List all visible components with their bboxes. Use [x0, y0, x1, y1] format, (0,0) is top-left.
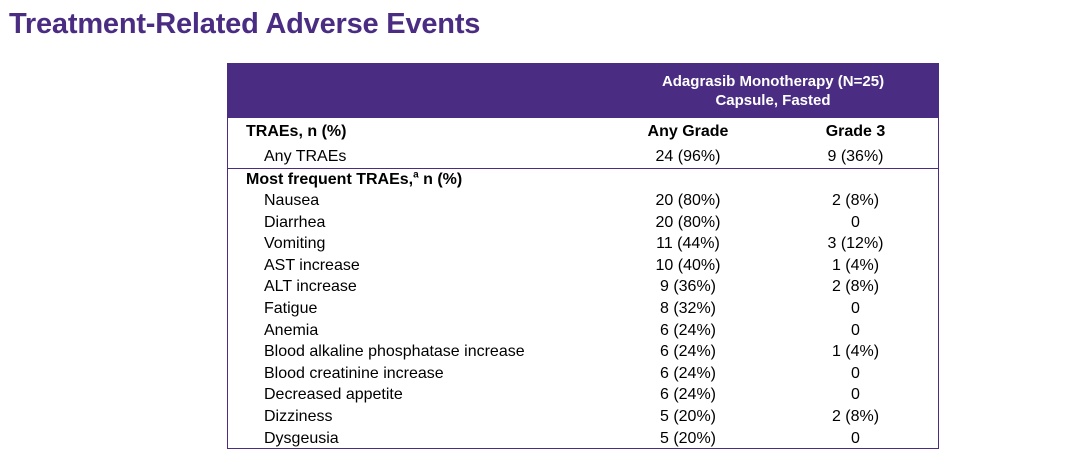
- row-label: Blood alkaline phosphatase increase: [264, 343, 525, 361]
- any-grade-value: 5 (20%): [659, 429, 717, 447]
- row-label: ALT increase: [264, 278, 357, 296]
- any-grade-value: 11 (44%): [656, 235, 720, 253]
- section-heading: [246, 169, 462, 190]
- table-row: [228, 384, 938, 406]
- grade-3-value: 0: [851, 213, 860, 231]
- row-label: Vomiting: [264, 235, 326, 253]
- row-label: Diarrhea: [264, 213, 326, 231]
- row-label: Anemia: [264, 321, 319, 339]
- grade-3-value: 0: [851, 299, 860, 317]
- table-row: [228, 428, 938, 450]
- table-row: [228, 363, 938, 385]
- grade-3-value: 1 (4%): [831, 256, 880, 274]
- grade-3-value: 0: [851, 386, 860, 404]
- column-header-row: [228, 118, 938, 146]
- table-header: [228, 64, 938, 118]
- table-row: [228, 255, 938, 277]
- grade-3-value: 2 (8%): [831, 407, 880, 425]
- any-grade-value: 9 (36%): [659, 278, 717, 296]
- row-label: Dizziness: [264, 407, 333, 425]
- table-row: [228, 276, 938, 298]
- footnote-marker: a: [413, 169, 419, 181]
- row-label: Blood creatinine increase: [264, 364, 444, 382]
- page-title: Treatment-Related Adverse Events: [9, 8, 481, 40]
- grade-3-value: 1 (4%): [831, 343, 880, 361]
- grade-3-value: 3 (12%): [827, 235, 884, 253]
- row-label: Dysgeusia: [264, 429, 339, 447]
- row-label: Nausea: [264, 192, 320, 209]
- section-heading-row: [228, 169, 938, 190]
- table-row: [228, 406, 938, 428]
- header-line-1: Adagrasib Monotherapy (N=25): [661, 73, 885, 90]
- adverse-event-rows: [228, 190, 938, 449]
- row-label: AST increase: [264, 256, 360, 274]
- any-grade-value: 8 (32%): [659, 299, 717, 317]
- grade-3-value: 0: [851, 364, 860, 382]
- grade-3-value: 0: [851, 429, 860, 447]
- any-grade-value: 6 (24%): [659, 343, 717, 361]
- table-row: [228, 190, 938, 212]
- traes-column-label: TRAEs, n (%): [246, 123, 347, 140]
- section-heading-suffix: n (%): [418, 171, 463, 188]
- row-label: Any TRAEs: [264, 148, 347, 165]
- table-row: [228, 298, 938, 320]
- grade-3-value: 2 (8%): [831, 192, 880, 209]
- grade-3-value: 2 (8%): [831, 278, 880, 296]
- any-grade-value: 24 (96%): [655, 148, 721, 165]
- any-grade-value: 20 (80%): [655, 192, 721, 209]
- grade-3-column-header: Grade 3: [825, 123, 886, 140]
- adverse-events-table: [227, 63, 939, 449]
- treatment-arm-header: [598, 72, 948, 110]
- any-grade-column-header: Any Grade: [647, 123, 729, 140]
- table-row: [228, 341, 938, 363]
- any-grade-value: 6 (24%): [659, 364, 717, 382]
- table-row: [228, 212, 938, 234]
- grade-3-value: 0: [851, 321, 860, 339]
- any-grade-value: 6 (24%): [659, 386, 717, 404]
- any-grade-value: 20 (80%): [655, 213, 721, 231]
- table-row: [228, 320, 938, 342]
- row-label: Decreased appetite: [264, 386, 403, 404]
- table-row: [228, 233, 938, 255]
- table-row: [228, 146, 938, 168]
- any-grade-value: 10 (40%): [655, 256, 721, 274]
- header-line-2: Capsule, Fasted: [715, 92, 831, 109]
- any-grade-value: 6 (24%): [659, 321, 717, 339]
- row-label: Fatigue: [264, 299, 318, 317]
- grade-3-value: 9 (36%): [827, 148, 884, 165]
- any-grade-value: 5 (20%): [659, 407, 717, 425]
- section-heading-text: Most frequent TRAEs,: [246, 171, 414, 188]
